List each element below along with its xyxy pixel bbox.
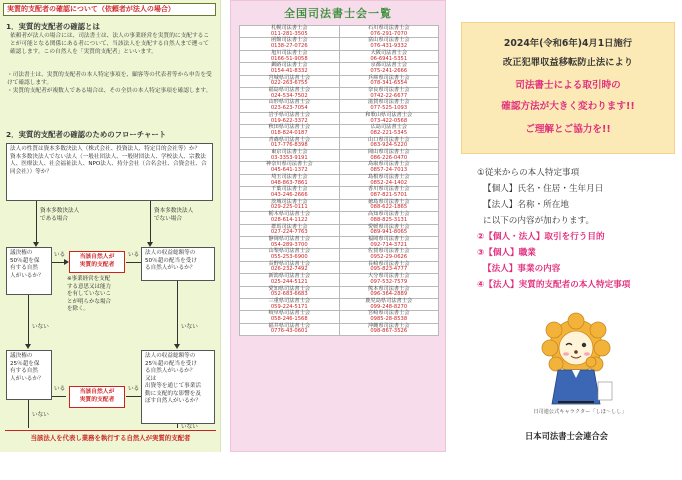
association-name: 岡山県司法書士会 [367, 149, 410, 156]
association-phone: 086-226-0470 [370, 154, 408, 161]
association-phone: 0776-43-0601 [270, 328, 308, 335]
directory-entry [240, 63, 340, 75]
association-name: 札幌司法書士会 [271, 25, 308, 31]
association-name: 函館司法書士会 [271, 37, 308, 44]
association-phone: 0852-24-1402 [370, 179, 408, 186]
association-phone: 078-341-6554 [370, 80, 408, 87]
directory-entry [240, 323, 340, 335]
association-phone: 076-291-7070 [370, 30, 408, 37]
association-phone: 095-823-4777 [370, 266, 408, 273]
item-individual: 【個人】氏名・住居・生年月日 [483, 184, 604, 194]
association-phone: 0985-28-8538 [370, 316, 408, 323]
directory-entry [339, 125, 439, 137]
directory-row [240, 249, 439, 261]
association-phone: 019-622-3372 [270, 117, 308, 124]
association-name: 岐阜県司法書士会 [268, 310, 310, 317]
directory-entry [339, 63, 439, 75]
directory-row [240, 112, 439, 124]
flow-question-corp-type: 法人の性質は資本多数決法人（株式会社、投資法人、特定目的会社等）か？ 資本多数決法人でない法人（一般社団法人、一般財団法人、学校法人、宗教法人、医療法人、社会福祉法人、NPO法人、持分会社（合名会社、合資会社、合同会社））等か？ [6, 143, 213, 201]
directory-entry [240, 100, 340, 112]
directory-entry [339, 112, 439, 124]
directory-entry [339, 187, 439, 199]
label-capital-majority: 資本多数決法人 である場合 [40, 208, 80, 222]
directory-entry [240, 162, 340, 174]
association-name: 愛知県司法書士会 [268, 285, 310, 292]
directory-entry [339, 274, 439, 286]
association-name: 奈良県司法書士会 [367, 87, 410, 94]
association-name: 東京司法書士会 [271, 149, 308, 156]
directory-entry [240, 137, 340, 149]
association-phone: 029-225-0111 [270, 204, 308, 211]
item-occupation: ③【個人】職業 [477, 248, 536, 258]
flow-connector [28, 400, 29, 428]
directory-row [240, 224, 439, 236]
association-name: 高知県司法書士会 [367, 211, 410, 218]
association-phone: 023-623-7054 [270, 105, 308, 112]
association-phone: 099-248-8270 [370, 303, 408, 310]
directory-row [240, 236, 439, 248]
directory-entry [240, 199, 340, 211]
association-name: 和歌山県司法書士会 [365, 111, 413, 118]
association-name: 群馬司法書士会 [271, 223, 308, 230]
directory-entry [240, 50, 340, 62]
association-phone: 027-224-7763 [270, 229, 308, 236]
flow-connector [52, 396, 66, 397]
directory-title: 全国司法書士会一覧 [284, 7, 392, 20]
flow-question-25pct-revenue: 法人の収益総額等の 25％超の配当を受け る自然人がいるか？ 又は 出資等を通じて事業活 動に支配的な影響を及 ぼす自然人がいるか？ [141, 350, 215, 424]
directory-row [240, 100, 439, 112]
association-phone: 097-532-7579 [370, 278, 408, 285]
association-phone: 054-289-3700 [270, 241, 308, 248]
directory-row [240, 187, 439, 199]
directory-entry [339, 100, 439, 112]
association-phone: 043-246-2666 [270, 191, 308, 198]
association-name: 秋田県司法書士会 [268, 124, 310, 131]
flow-question-50pct-votes: 議決権の 50％超を保 有する自然 人がいるか？ [6, 247, 52, 295]
association-phone: 077-525-1093 [370, 105, 408, 112]
directory-entry [339, 323, 439, 335]
directory-entry [240, 249, 340, 261]
directory-row [240, 75, 439, 87]
association-phone: 06-6941-5351 [370, 55, 408, 62]
label-no: いない [181, 324, 198, 330]
association-name: 青森県司法書士会 [268, 136, 310, 143]
directory-entry [339, 75, 439, 87]
association-phone: 088-825-3131 [370, 216, 408, 223]
label-yes: いる [128, 386, 140, 392]
association-phone: 092-714-3721 [370, 241, 408, 248]
association-name: 福岡県司法書士会 [367, 235, 410, 242]
directory-entry [339, 286, 439, 298]
right-panel [455, 0, 677, 452]
label-no: いない [181, 424, 198, 430]
association-phone: 096-364-2889 [370, 291, 408, 298]
flow-connector [28, 295, 29, 347]
flow-connector [177, 281, 178, 347]
association-name: 広島司法書士会 [370, 124, 407, 131]
directory-entry [240, 298, 340, 310]
section2-heading: 2．実質的支配者の確認のためのフローチャート [6, 130, 167, 139]
association-phone: 073-422-0568 [370, 117, 408, 124]
directory-entry [240, 274, 340, 286]
flow-connector [126, 262, 141, 263]
section1-heading: 1．実質的支配者の確認とは [6, 22, 100, 31]
association-name: 愛媛県司法書士会 [367, 223, 410, 230]
directory-row [240, 174, 439, 186]
flow-connector [150, 201, 151, 245]
left-panel [0, 0, 221, 452]
flow-arrow [25, 344, 31, 349]
association-name: 大阪司法書士会 [370, 49, 407, 56]
association-phone: 0166-51-9058 [270, 55, 308, 62]
association-phone: 058-246-1568 [270, 316, 308, 323]
directory-entry [339, 162, 439, 174]
association-name: 熊本県司法書士会 [367, 285, 410, 292]
association-phone: 055-253-6900 [270, 254, 308, 261]
association-name: 福島県司法書士会 [268, 87, 310, 94]
item-business: 【法人】事業の内容 [483, 264, 561, 274]
directory-entry [240, 212, 340, 224]
left-title: 実質的支配者の確認について（依頼者が法人の場合） [3, 3, 216, 16]
result-beneficial-owner-2: 当該自然人が 実質的支配者 [69, 386, 125, 408]
directory-entry [240, 75, 340, 87]
association-name: 富山県司法書士会 [367, 37, 410, 44]
directory-panel [230, 0, 446, 452]
label-yes: いる [54, 252, 66, 258]
association-name: 沖縄県司法書士会 [367, 322, 410, 329]
association-name: 山梨県司法書士会 [268, 248, 310, 255]
association-phone: 025-244-5121 [270, 278, 308, 285]
item-beneficial-owner: ④【法人】実質的支配者の本人特定事項 [477, 280, 631, 290]
label-no: いない [32, 324, 49, 330]
label-no: いない [32, 412, 49, 418]
directory-row [240, 137, 439, 149]
label-yes: いる [54, 386, 66, 392]
association-name: 茨城司法書士会 [271, 198, 308, 205]
association-name: 佐賀県司法書士会 [367, 248, 410, 255]
label-yes: いる [128, 252, 140, 258]
organization-name: 日本司法書士会連合会 [525, 431, 608, 441]
association-name: 神奈川県司法書士会 [265, 161, 313, 168]
flow-final-result: 当該法人を代表し業務を執行する自然人が実質的支配者 [5, 430, 216, 444]
item-purpose: ②【個人・法人】取引を行う目的 [477, 232, 605, 242]
association-name: 京都司法書士会 [370, 62, 407, 69]
association-name: 宮崎県司法書士会 [367, 310, 410, 317]
directory-row [240, 125, 439, 137]
directory-row [240, 199, 439, 211]
label-non-capital-majority: 資本多数決法人 でない場合 [154, 208, 194, 222]
directory-entry [339, 38, 439, 50]
association-phone: 0952-29-0626 [370, 254, 408, 261]
association-name: 長崎県司法書士会 [367, 260, 410, 267]
directory-table [239, 25, 439, 336]
banner-highlight-3: ご理解とご協力を!! [525, 124, 611, 135]
association-name: 島根県司法書士会 [367, 173, 410, 180]
directory-row [240, 323, 439, 335]
directory-entry [240, 174, 340, 186]
association-name: 新潟県司法書士会 [268, 273, 310, 280]
mascot-caption: 日司連公式キャラクター「しほ～しし」 [533, 409, 627, 415]
association-phone: 011-281-3505 [270, 30, 308, 37]
banner-highlight-1: 司法書士による取引時の [515, 80, 621, 91]
directory-row [240, 274, 439, 286]
flow-connector [126, 396, 141, 397]
directory-entry [339, 212, 439, 224]
association-phone: 0742-22-6677 [370, 92, 408, 99]
directory-entry [240, 286, 340, 298]
directory-row [240, 286, 439, 298]
section1-bullet-1: ・司法書士は、実質的支配者の本人特定事項を、顧客等の代表者等から申告を受けて確認します。 [7, 72, 212, 86]
association-phone: 022-263-6755 [270, 80, 308, 87]
association-phone: 026-232-7492 [270, 266, 308, 273]
association-name: 鳥取県司法書士会 [367, 161, 410, 168]
association-phone: 0857-24-7013 [370, 167, 408, 174]
association-name: 栃木県司法書士会 [268, 211, 310, 218]
directory-row [240, 311, 439, 323]
directory-entry [339, 311, 439, 323]
banner-highlight-2: 確認方法が大きく変わります!! [501, 101, 635, 112]
directory-row [240, 212, 439, 224]
result-beneficial-owner-1: 当該自然人が 実質的支配者 [69, 251, 125, 273]
directory-row [240, 38, 439, 50]
association-phone: 017-776-8398 [270, 142, 308, 149]
association-phone: 087-821-5701 [370, 191, 408, 198]
directory-entry [339, 236, 439, 248]
flow-connector [36, 201, 37, 245]
flow-question-25pct-votes: 議決権の 25％超を保 有する自然 人がいるか？ [6, 350, 52, 400]
association-phone: 03-3353-9191 [270, 154, 308, 161]
association-phone: 076-431-9332 [370, 43, 408, 50]
association-phone: 059-224-5171 [270, 303, 308, 310]
association-name: 岩手県司法書士会 [268, 111, 310, 118]
directory-entry [339, 50, 439, 62]
mascot-lion-icon [528, 312, 624, 408]
association-name: 鹿児島県司法書士会 [365, 297, 413, 304]
directory-row [240, 63, 439, 75]
note-exception: ※事業経営を支配 する意思又は能力 を有していないこ とが明らかな場合 を除く。 [67, 276, 112, 313]
directory-entry [240, 125, 340, 137]
flow-question-50pct-revenue: 法人の収益総額等の 50％超の配当を受け る自然人がいるか？ [141, 247, 215, 281]
association-name: 釧路司法書士会 [271, 62, 308, 69]
association-name: 香川県司法書士会 [367, 186, 410, 193]
association-name: 石川県司法書士会 [367, 25, 410, 31]
banner-date: 2024年(令和6年)4月1日施行 [503, 38, 633, 49]
section1-paragraph: 依頼者が法人の場合には、司法書士は、法人の事業経営を実質的に支配することが可能となる関係にある者について、当該法人を支配する自然人まで遡って確認します。この自然人を「実質的支配者」といいます。 [10, 33, 210, 55]
association-phone: 083-924-5220 [370, 142, 408, 149]
association-phone: 0154-41-8332 [270, 67, 308, 74]
directory-entry [339, 249, 439, 261]
directory-entry [339, 224, 439, 236]
association-name: 三重県司法書士会 [268, 297, 310, 304]
association-name: 山形県司法書士会 [268, 99, 310, 106]
association-name: 宮城県司法書士会 [268, 74, 310, 81]
directory-row [240, 162, 439, 174]
association-phone: 075-241-2666 [370, 67, 408, 74]
association-name: 福井県司法書士会 [268, 322, 310, 329]
item-additional-intro: に以下の内容が加わります。 [483, 216, 595, 226]
directory-entry [339, 137, 439, 149]
association-name: 徳島県司法書士会 [367, 198, 410, 205]
directory-entry [240, 261, 340, 273]
section1-bullet-2: ・実質的支配者が複数人である場合は、その全員の本人特定事項を確認します。 [7, 88, 212, 94]
directory-entry [240, 224, 340, 236]
directory-entry [339, 298, 439, 310]
directory-entry [240, 187, 340, 199]
association-name: 兵庫県司法書士会 [367, 74, 410, 81]
item-existing-heading: ①従来からの本人特定事項 [477, 168, 580, 178]
association-name: 千葉司法書士会 [271, 186, 308, 193]
directory-entry [240, 311, 340, 323]
item-corporation: 【法人】名称・所在地 [483, 200, 569, 210]
association-phone: 048-863-7861 [270, 179, 308, 186]
directory-entry [240, 38, 340, 50]
association-phone: 028-614-1122 [270, 216, 308, 223]
association-name: 長野県司法書士会 [268, 260, 310, 267]
association-name: 埼玉司法書士会 [271, 173, 308, 180]
association-name: 山口県司法書士会 [367, 136, 410, 143]
association-phone: 0138-27-0726 [270, 43, 308, 50]
association-name: 旭川司法書士会 [271, 49, 308, 56]
directory-entry [240, 112, 340, 124]
flow-connector [177, 424, 178, 428]
association-phone: 082-221-5345 [370, 129, 408, 136]
association-name: 滋賀県司法書士会 [367, 99, 410, 106]
directory-entry [240, 236, 340, 248]
banner-law: 改正犯罪収益移転防止法により [502, 57, 634, 68]
association-phone: 018-824-0187 [270, 129, 308, 136]
association-name: 大分県司法書士会 [367, 273, 410, 280]
association-phone: 098-867-3526 [370, 328, 408, 335]
directory-row [240, 50, 439, 62]
flow-arrow [174, 344, 180, 349]
association-phone: 024-534-7502 [270, 92, 308, 99]
directory-entry [339, 174, 439, 186]
directory-entry [339, 199, 439, 211]
association-phone: 045-641-1372 [270, 167, 308, 174]
directory-row [240, 298, 439, 310]
association-name: 静岡県司法書士会 [268, 235, 310, 242]
association-phone: 052-683-6683 [270, 291, 308, 298]
directory-row [240, 261, 439, 273]
association-phone: 088-622-1865 [370, 204, 408, 211]
directory-entry [339, 261, 439, 273]
association-phone: 089-941-8065 [370, 229, 408, 236]
announcement-banner [461, 22, 675, 154]
